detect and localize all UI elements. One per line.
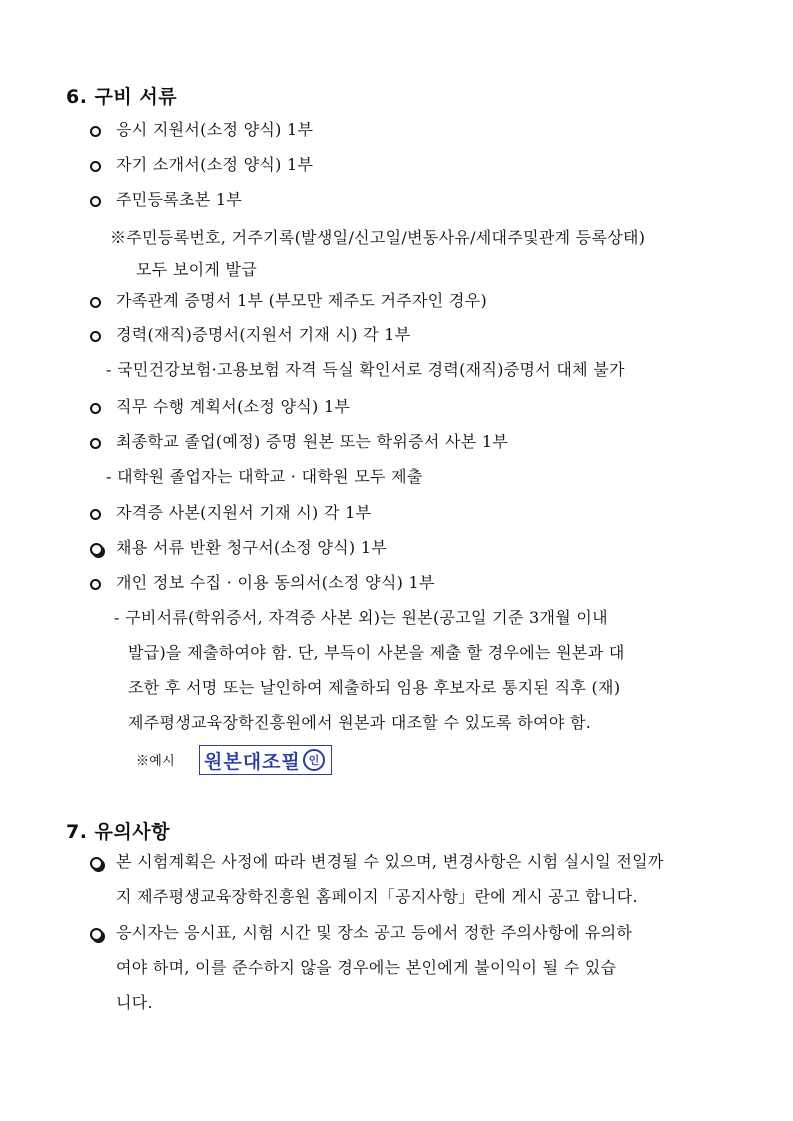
bullet-shadow-icon xyxy=(90,857,103,870)
notice-paragraph-2-line-1: 응시자는 응시표, 시험 시간 및 장소 공고 등에서 정한 주의사항에 유의하 xyxy=(116,923,633,942)
notice-paragraph-2-line-3: 니다. xyxy=(116,993,153,1012)
stamp-text: 원본대조필 xyxy=(204,750,301,773)
bullet-icon xyxy=(90,126,101,137)
bullet-icon xyxy=(90,331,101,342)
list-item: 주민등록초본 1부 xyxy=(116,190,243,209)
notice-paragraph-2-line-2: 여야 하며, 이를 준수하지 않을 경우에는 본인에게 불이익이 될 수 있습 xyxy=(116,958,617,977)
list-item: 직무 수행 계획서(소정 양식) 1부 xyxy=(116,397,351,416)
bullet-icon xyxy=(90,403,101,414)
bullet-shadow-icon xyxy=(90,928,103,941)
list-item: 채용 서류 반환 청구서(소정 양식) 1부 xyxy=(116,538,388,557)
bullet-icon xyxy=(90,196,101,207)
list-item: 자기 소개서(소정 양식) 1부 xyxy=(116,155,314,174)
notice-paragraph-1-line-1: 본 시험계획은 사정에 따라 변경될 수 있으며, 변경사항은 시험 실시일 전일까 xyxy=(116,852,664,871)
bullet-icon xyxy=(90,297,101,308)
original-verified-stamp xyxy=(199,745,332,775)
list-item: 경력(재직)증명서(지원서 기재 시) 각 1부 xyxy=(116,325,411,344)
section-7-title: 7. 유의사항 xyxy=(66,821,170,843)
list-item: 가족관계 증명서 1부 (부모만 제주도 거주자인 경우) xyxy=(116,291,487,310)
degree-sub-note: - 대학원 졸업자는 대학교 · 대학원 모두 제출 xyxy=(106,467,423,486)
bullet-icon xyxy=(90,161,101,172)
notice-paragraph-1-line-2: 지 제주평생교육장학진흥원 홈페이지「공지사항」란에 게시 공고 합니다. xyxy=(116,887,638,906)
career-sub-note: - 국민건강보험·고용보험 자격 득실 확인서로 경력(재직)증명서 대체 불가 xyxy=(106,360,625,379)
seal-icon: 인 xyxy=(303,749,325,771)
docs-note-line-3: 조한 후 서명 또는 날인하여 제출하되 임용 후보자로 통지된 직후 (재) xyxy=(128,678,621,697)
list-item: 최종학교 졸업(예정) 증명 원본 또는 학위증서 사본 1부 xyxy=(116,432,509,451)
resident-note-line-1: ※주민등록번호, 거주기록(발생일/신고일/변동사유/세대주및관계 등록상태) xyxy=(110,228,646,247)
resident-note-line-2: 모두 보이게 발급 xyxy=(136,260,258,279)
docs-note-line-2: 발급)을 제출하여야 함. 단, 부득이 사본을 제출 할 경우에는 원본과 대 xyxy=(128,643,625,662)
bullet-icon xyxy=(90,438,101,449)
list-item: 개인 정보 수집 · 이용 동의서(소정 양식) 1부 xyxy=(116,573,435,592)
list-item: 자격증 사본(지원서 기재 시) 각 1부 xyxy=(116,503,372,522)
example-label: ※예시 xyxy=(136,754,176,769)
bullet-icon xyxy=(90,509,101,520)
list-item: 응시 지원서(소정 양식) 1부 xyxy=(116,120,314,139)
section-6-title: 6. 구비 서류 xyxy=(66,86,178,108)
docs-note-line-1: - 구비서류(학위증서, 자격증 사본 외)는 원본(공고일 기준 3개월 이내 xyxy=(114,608,608,627)
bullet-icon xyxy=(90,579,101,590)
docs-note-line-4: 제주평생교육장학진흥원에서 원본과 대조할 수 있도록 하여야 함. xyxy=(128,713,592,732)
bullet-shadow-icon xyxy=(90,543,103,556)
